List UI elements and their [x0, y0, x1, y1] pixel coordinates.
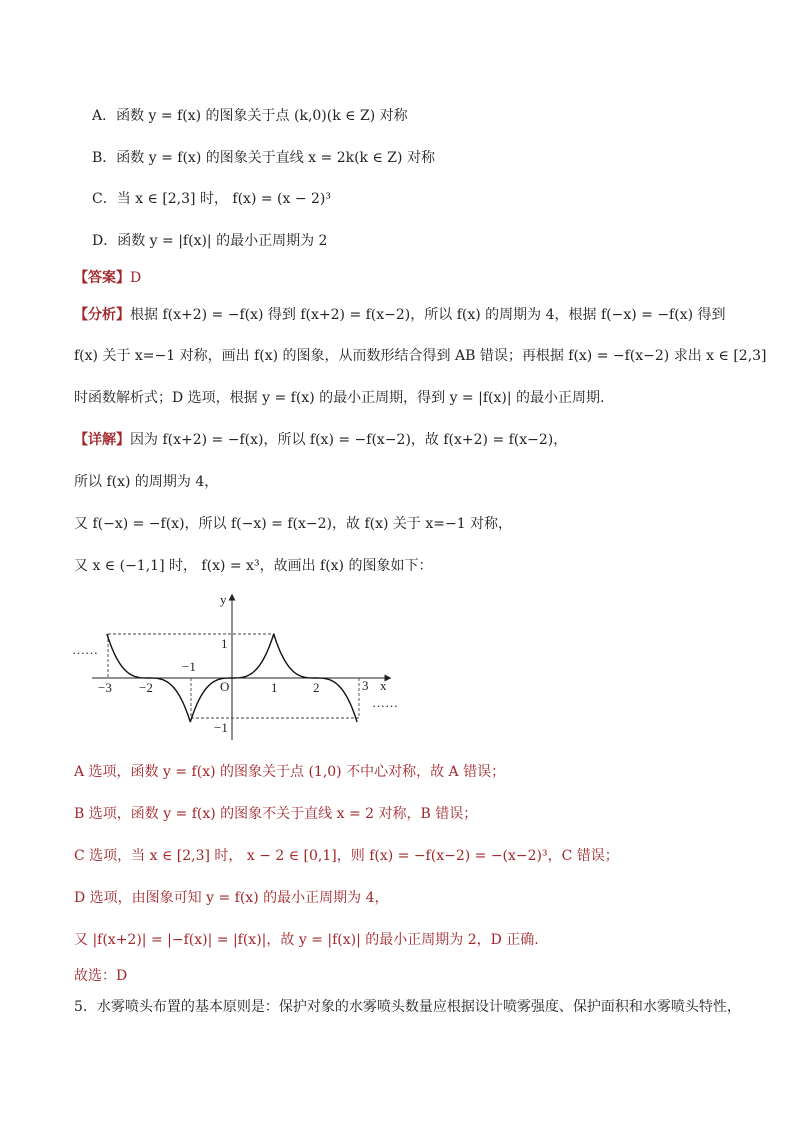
answer-tag: 【答案】 [74, 270, 130, 286]
final-answer: 故选：D [74, 968, 128, 984]
option-d: D．函数 y = |f(x)| 的最小正周期为 2 [92, 233, 328, 249]
option-a: A．函数 y = f(x) 的图象关于点 (k,0)(k ∈ Z) 对称 [92, 108, 408, 124]
tick-3: 3 [362, 678, 369, 693]
explain-b: B 选项，函数 y = f(x) 的图象不关于直线 x = 2 对称，B 错误； [74, 806, 478, 822]
answer-value: D [130, 270, 142, 286]
analysis-line-1 [74, 305, 726, 325]
tick-neg3: −3 [98, 680, 112, 695]
origin-label: O [220, 679, 230, 694]
explain-e: 又 |f(x+2)| = |−f(x)| = |f(x)|，故 y = |f(x)| 的最小正周期为 2，D 正确. [74, 932, 539, 948]
y-tick-neg1: −1 [214, 720, 228, 735]
detail-tag: 【详解】 [74, 432, 130, 448]
guide-lines [108, 634, 359, 718]
function-graph [70, 590, 410, 745]
tick-1: 1 [271, 680, 278, 695]
explain-a: A 选项，函数 y = f(x) 的图象关于点 (1,0) 不中心对称，故 A 错误； [74, 764, 506, 780]
y-tick-1: 1 [221, 636, 228, 651]
detail-line-1 [74, 430, 567, 450]
tick-neg1: −1 [182, 659, 196, 674]
tick-neg2: −2 [139, 680, 153, 695]
detail-line-4: 又 x ∈ (−1,1] 时， f(x) = x³，故画出 f(x) 的图象如下： [74, 558, 433, 574]
analysis-line-3: 时函数解析式；D 选项，根据 y = f(x) 的最小正周期，得到 y = |f(x)| 的最小正周期. [74, 390, 605, 406]
tick-2: 2 [313, 680, 320, 695]
detail-line-2: 所以 f(x) 的周期为 4， [74, 474, 219, 490]
y-axis-label: y [220, 592, 227, 607]
detail-text-1: 因为 f(x+2) = −f(x)，所以 f(x) = −f(x−2)，故 f(x+2) = f(x−2)， [130, 432, 568, 448]
left-ellipsis: …… [72, 642, 98, 657]
option-b: B．函数 y = f(x) 的图象关于直线 x = 2k(k ∈ Z) 对称 [92, 150, 435, 166]
x-axis-label: x [380, 678, 387, 693]
explain-c: C 选项，当 x ∈ [2,3] 时， x − 2 ∈ [0,1]，则 f(x) = −f(x−2) = −(x−2)³，C 错误； [74, 848, 619, 864]
analysis-text-1: 根据 f(x+2) = −f(x) 得到 f(x+2) = f(x−2)，所以 f(x) 的周期为 4，根据 f(−x) = −f(x) 得到 [130, 307, 726, 323]
answer-line [74, 268, 141, 288]
analysis-tag: 【分析】 [74, 307, 130, 323]
detail-line-3: 又 f(−x) = −f(x)，所以 f(−x) = f(x−2)，故 f(x) 关于 x=−1 对称， [74, 516, 513, 532]
analysis-line-2: f(x) 关于 x=−1 对称，画出 f(x) 的图象，从而数形结合得到 AB 错误；再根据 f(x) = −f(x−2) 求出 x ∈ [2,3] [74, 348, 767, 364]
option-c: C．当 x ∈ [2,3] 时， f(x) = (x − 2)³ [92, 191, 332, 207]
explain-d: D 选项，由图象可知 y = f(x) 的最小正周期为 4， [74, 890, 389, 906]
right-ellipsis: …… [372, 695, 398, 710]
question-5: 5．水雾喷头布置的基本原则是：保护对象的水雾喷头数量应根据设计喷雾强度、保护面积和水雾喷头特性， [74, 999, 741, 1015]
